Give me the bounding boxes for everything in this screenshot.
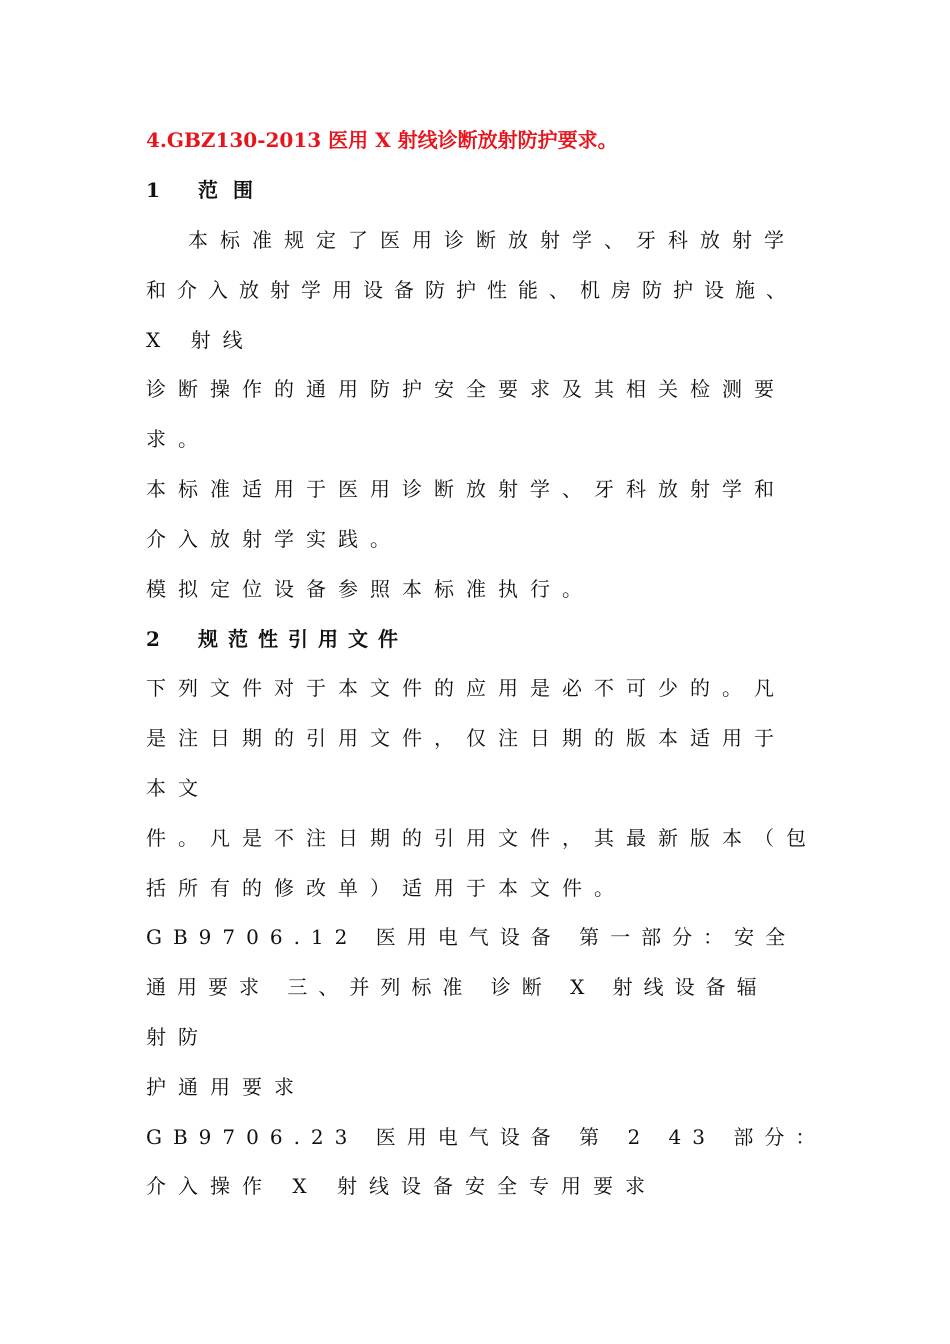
- reference-line: 护通用要求: [146, 1075, 306, 1099]
- paragraph-line: 本文: [146, 776, 210, 800]
- paragraph-line: 诊断操作的通用防护安全要求及其相关检测要: [146, 377, 786, 401]
- document-title: 4.GBZ130-2013 医用 X 射线诊断放射防护要求。: [146, 128, 618, 152]
- paragraph-line: 括所有的修改单）适用于本文件。: [146, 876, 626, 900]
- paragraph-line: 是注日期的引用文件，仅注日期的版本适用于: [146, 726, 786, 750]
- paragraph-line: 求。: [146, 427, 210, 451]
- paragraph-line: 本标准规定了医用诊断放射学、牙科放射学: [188, 228, 796, 252]
- paragraph-line: 本标准适用于医用诊断放射学、牙科放射学和: [146, 477, 786, 501]
- paragraph-line: 和介入放射学用设备防护性能、机房防护设施、: [146, 278, 797, 302]
- paragraph-line: 介入放射学实践。: [146, 527, 402, 551]
- reference-line: GB9706.23 医用电气设备 第 2 43 部分：: [146, 1125, 827, 1149]
- paragraph-line: X 射线: [146, 328, 255, 352]
- reference-line: 通用要求 三、并列标准 诊断 X 射线设备辐: [146, 975, 768, 999]
- reference-line: GB9706.12 医用电气设备 第一部分：安全: [146, 925, 797, 949]
- section-heading: [146, 170, 257, 210]
- paragraph-line: 模拟定位设备参照本标准执行。: [146, 577, 594, 601]
- reference-line: 射防: [146, 1025, 210, 1049]
- section-number: 2: [146, 627, 164, 651]
- section-title: 范 围: [198, 178, 257, 202]
- section-heading: [146, 619, 408, 659]
- reference-line: 介入操作 X 射线设备安全专用要求: [146, 1174, 657, 1198]
- section-number: 1: [146, 178, 164, 202]
- paragraph-line: 件。凡是不注日期的引用文件，其最新版本（包: [146, 826, 818, 850]
- section-title: 规范性引用文件: [198, 627, 408, 651]
- paragraph-line: 下列文件对于本文件的应用是必不可少的。凡: [146, 676, 786, 700]
